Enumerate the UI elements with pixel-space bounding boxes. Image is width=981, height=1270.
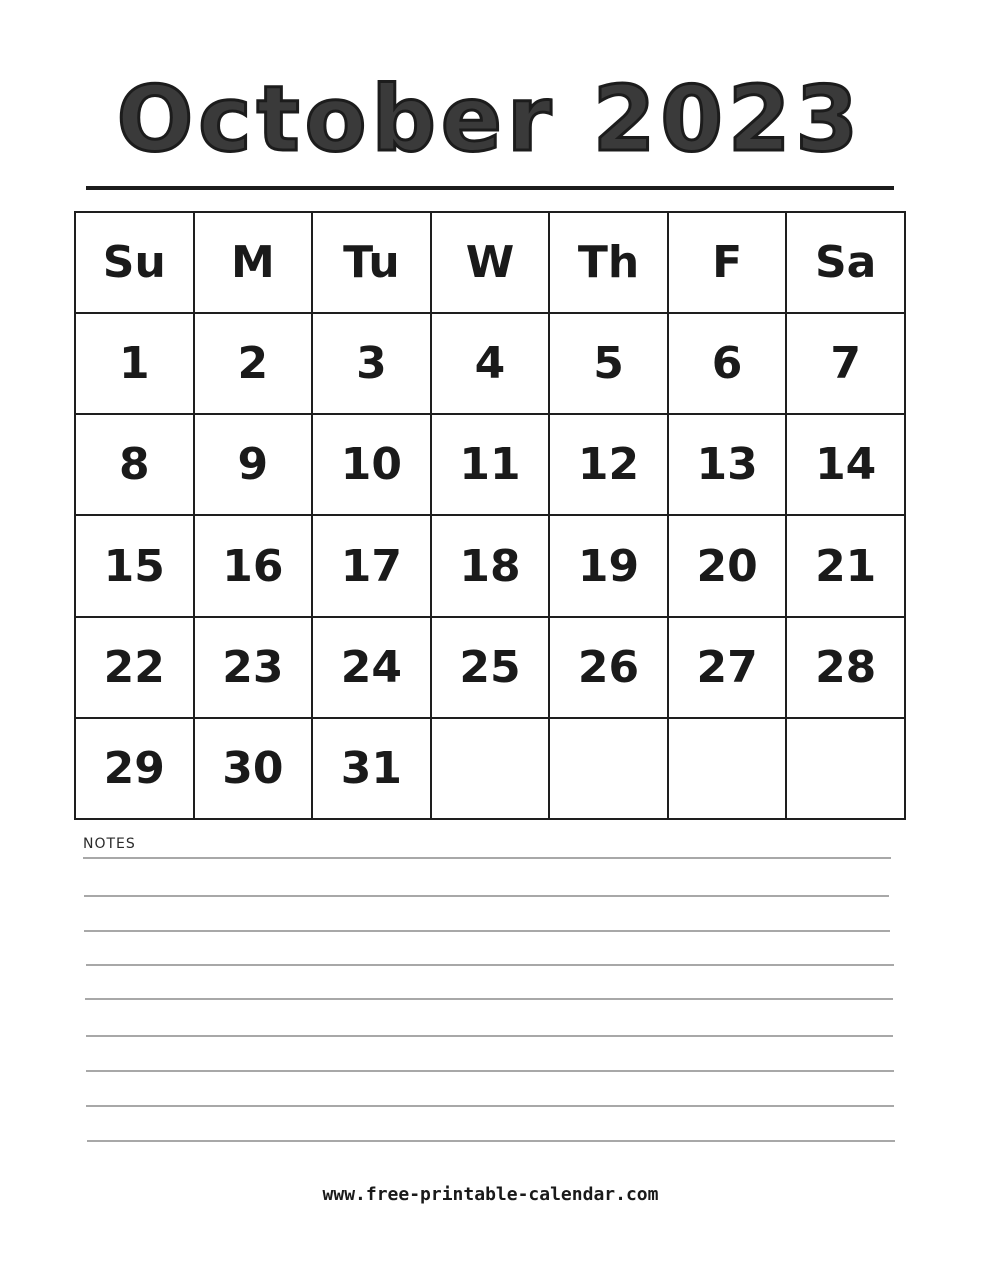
day-cell: 26 [549, 617, 668, 718]
day-cell: 6 [668, 313, 787, 414]
day-cell-empty [786, 718, 905, 819]
title-divider [86, 186, 894, 190]
note-line [84, 930, 890, 932]
weekday-header-saturday: Sa [786, 212, 905, 313]
week-row [75, 515, 905, 616]
day-cell: 21 [786, 515, 905, 616]
day-cell: 20 [668, 515, 787, 616]
day-cell: 27 [668, 617, 787, 718]
day-cell: 31 [312, 718, 431, 819]
day-cell: 4 [431, 313, 550, 414]
day-cell: 22 [75, 617, 194, 718]
day-cell: 18 [431, 515, 550, 616]
weekday-header-tuesday: Tu [312, 212, 431, 313]
day-cell: 8 [75, 414, 194, 515]
note-line [83, 857, 891, 859]
day-cell: 17 [312, 515, 431, 616]
weekday-header-wednesday: W [431, 212, 550, 313]
day-cell: 5 [549, 313, 668, 414]
day-cell: 19 [549, 515, 668, 616]
day-cell: 14 [786, 414, 905, 515]
day-cell: 9 [194, 414, 313, 515]
note-line [86, 964, 894, 966]
day-cell: 3 [312, 313, 431, 414]
week-row [75, 414, 905, 515]
day-cell: 11 [431, 414, 550, 515]
day-cell: 25 [431, 617, 550, 718]
website-url: www.free-printable-calendar.com [322, 1184, 659, 1205]
note-line [84, 895, 889, 897]
day-cell-empty [668, 718, 787, 819]
note-line [86, 1070, 894, 1072]
day-cell: 7 [786, 313, 905, 414]
day-cell: 29 [75, 718, 194, 819]
notes-label: NOTES [83, 836, 136, 852]
day-cell: 12 [549, 414, 668, 515]
weekday-header-thursday: Th [549, 212, 668, 313]
day-cell: 2 [194, 313, 313, 414]
day-cell: 16 [194, 515, 313, 616]
day-cell: 10 [312, 414, 431, 515]
day-cell: 30 [194, 718, 313, 819]
day-cell: 13 [668, 414, 787, 515]
calendar-title: October 2023 [116, 67, 864, 172]
week-row [75, 617, 905, 718]
weekday-header-friday: F [668, 212, 787, 313]
weekday-header-sunday: Su [75, 212, 194, 313]
week-row [75, 313, 905, 414]
note-line [87, 1140, 895, 1142]
day-cell: 1 [75, 313, 194, 414]
day-cell: 23 [194, 617, 313, 718]
day-cell: 28 [786, 617, 905, 718]
day-cell-empty [431, 718, 550, 819]
day-cell: 24 [312, 617, 431, 718]
day-cell: 15 [75, 515, 194, 616]
week-row [75, 718, 905, 819]
note-line [85, 998, 893, 1000]
weekday-header-monday: M [194, 212, 313, 313]
weekday-header-row [75, 212, 905, 313]
note-line [86, 1035, 893, 1037]
calendar-grid [74, 211, 906, 820]
day-cell-empty [549, 718, 668, 819]
note-line [86, 1105, 894, 1107]
